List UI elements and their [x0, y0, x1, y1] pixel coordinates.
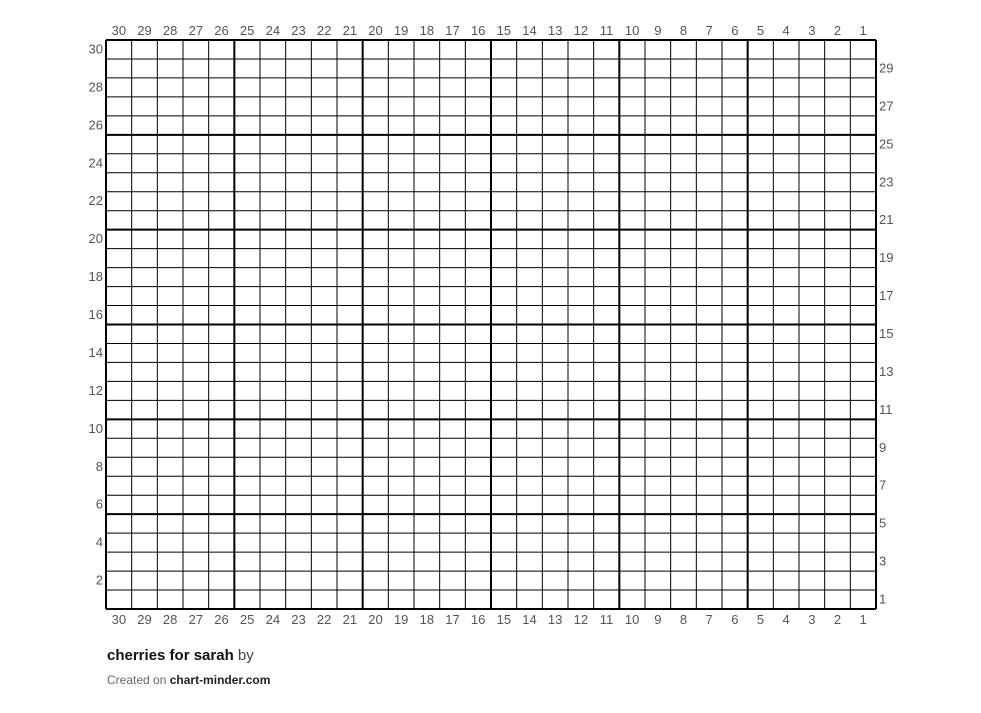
column-label-bottom: 8 — [679, 612, 688, 627]
column-label-top: 2 — [833, 23, 842, 38]
column-label-bottom: 25 — [239, 612, 255, 627]
column-label-bottom: 19 — [393, 612, 409, 627]
column-label-top: 6 — [731, 23, 739, 38]
row-label-left: 26 — [88, 117, 103, 133]
column-label-top: 29 — [137, 23, 152, 38]
column-label-top: 15 — [496, 23, 512, 38]
column-label-top: 11 — [599, 23, 614, 38]
column-label-top: 20 — [368, 23, 383, 38]
column-label-top: 12 — [573, 23, 589, 38]
column-label-bottom: 13 — [547, 612, 563, 627]
column-label-bottom: 24 — [265, 612, 281, 627]
column-label-top: 28 — [162, 23, 178, 38]
column-label-top: 24 — [265, 23, 281, 38]
row-label-left: 2 — [95, 572, 103, 588]
row-label-right: 9 — [879, 439, 887, 455]
column-label-bottom: 12 — [573, 612, 589, 627]
chart-title: cherries for sarah — [107, 647, 234, 664]
column-label-top: 27 — [188, 23, 204, 38]
column-label-bottom: 2 — [833, 612, 842, 627]
column-label-bottom: 20 — [368, 612, 383, 627]
column-label-bottom: 17 — [445, 612, 460, 627]
column-label-bottom: 10 — [624, 612, 640, 627]
column-label-bottom: 14 — [522, 612, 537, 627]
column-label-top: 9 — [654, 23, 662, 38]
column-label-top: 4 — [782, 23, 790, 38]
column-label-top: 17 — [445, 23, 460, 38]
row-label-left: 22 — [88, 193, 103, 209]
column-label-bottom: 6 — [731, 612, 739, 627]
row-label-left: 10 — [88, 420, 103, 436]
column-label-top: 7 — [705, 23, 713, 38]
column-label-top: 5 — [756, 23, 765, 38]
column-label-top: 18 — [419, 23, 435, 38]
row-label-left: 6 — [95, 496, 103, 512]
row-label-right: 13 — [879, 363, 894, 379]
row-label-right: 19 — [879, 250, 894, 266]
column-label-top: 26 — [214, 23, 229, 38]
column-label-top: 19 — [393, 23, 409, 38]
column-label-bottom: 16 — [470, 612, 486, 627]
row-label-right: 29 — [879, 60, 894, 76]
row-label-right: 3 — [879, 553, 887, 569]
column-label-bottom: 18 — [419, 612, 435, 627]
row-label-right: 27 — [879, 98, 894, 114]
column-label-bottom: 27 — [188, 612, 204, 627]
row-label-right: 11 — [879, 401, 893, 417]
column-label-bottom: 4 — [782, 612, 790, 627]
row-label-right: 7 — [879, 477, 887, 493]
row-label-left: 16 — [88, 307, 103, 323]
column-label-bottom: 23 — [291, 612, 306, 627]
column-label-bottom: 7 — [705, 612, 713, 627]
column-label-top: 30 — [111, 23, 127, 38]
column-label-bottom: 30 — [111, 612, 127, 627]
column-label-top: 25 — [239, 23, 255, 38]
credit-prefix: Created on — [107, 673, 167, 687]
row-label-right: 15 — [879, 325, 894, 341]
row-label-left: 14 — [88, 344, 103, 360]
row-label-left: 12 — [88, 382, 103, 398]
column-label-bottom: 26 — [214, 612, 229, 627]
column-label-bottom: 3 — [808, 612, 816, 627]
column-label-bottom: 22 — [316, 612, 332, 627]
row-label-left: 4 — [95, 534, 103, 550]
column-label-top: 8 — [679, 23, 688, 38]
row-label-right: 17 — [879, 288, 894, 304]
row-label-right: 1 — [879, 591, 887, 607]
row-label-left: 18 — [88, 269, 103, 285]
column-label-bottom: 29 — [137, 612, 152, 627]
row-label-left: 28 — [88, 79, 103, 95]
column-label-bottom: 1 — [859, 612, 867, 627]
column-label-bottom: 5 — [756, 612, 765, 627]
column-label-top: 23 — [291, 23, 306, 38]
row-label-right: 23 — [879, 174, 894, 190]
credit-line — [107, 673, 270, 687]
column-label-top: 10 — [624, 23, 640, 38]
column-label-top: 21 — [342, 23, 358, 38]
column-label-top: 14 — [522, 23, 537, 38]
column-label-bottom: 15 — [496, 612, 512, 627]
row-label-left: 30 — [88, 41, 103, 57]
row-label-right: 21 — [879, 212, 894, 228]
row-label-left: 20 — [88, 231, 103, 247]
column-label-top: 16 — [470, 23, 486, 38]
row-label-left: 24 — [88, 155, 103, 171]
column-label-top: 13 — [547, 23, 563, 38]
credit-site-link[interactable]: chart-minder.com — [169, 673, 271, 687]
chart-title-line — [107, 647, 254, 664]
column-label-top: 1 — [859, 23, 867, 38]
chart-author-by: by — [237, 647, 254, 664]
column-label-top: 3 — [808, 23, 816, 38]
column-label-bottom: 9 — [654, 612, 662, 627]
row-label-right: 25 — [879, 136, 894, 152]
row-label-right: 5 — [879, 515, 887, 531]
column-label-bottom: 11 — [599, 612, 614, 627]
row-label-left: 8 — [95, 458, 103, 474]
column-label-bottom: 28 — [162, 612, 178, 627]
column-label-top: 22 — [316, 23, 332, 38]
column-label-bottom: 21 — [342, 612, 358, 627]
